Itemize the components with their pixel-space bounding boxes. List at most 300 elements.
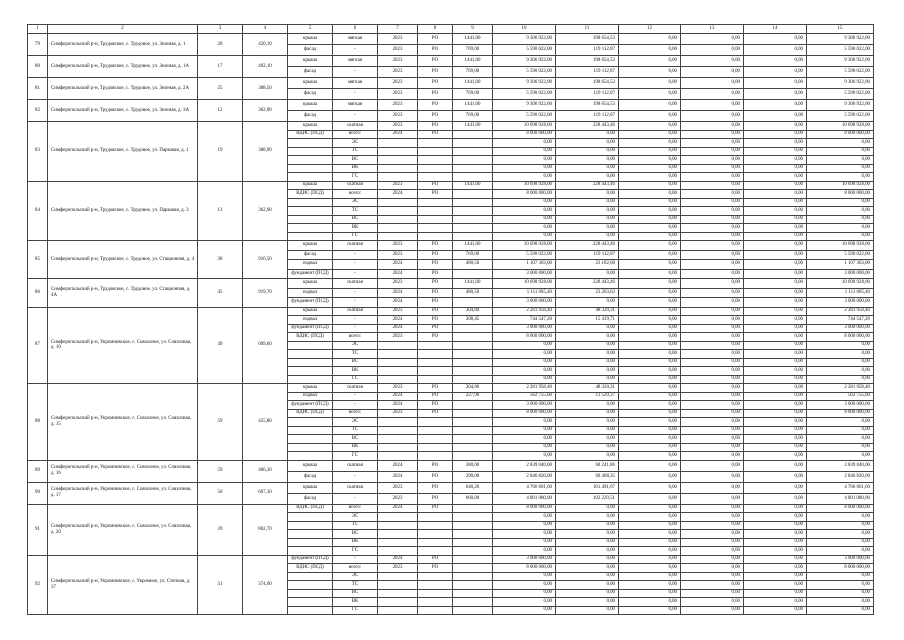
work-total: 5 590 022,00 [807, 45, 874, 56]
fund-other-3: 0,00 [744, 460, 807, 471]
fund-other-3: 0,00 [744, 538, 807, 547]
fund-other-1: 0,00 [619, 589, 681, 598]
fund-other-3: 0,00 [744, 418, 807, 427]
work-volume: 1441,00 [453, 279, 493, 289]
work-unit-cost: 0,00 [556, 350, 619, 359]
work-source [418, 375, 453, 384]
work-volume: 1441,00 [453, 181, 493, 190]
work-year [378, 367, 418, 376]
fund-other-1: 0,00 [619, 452, 681, 461]
fund-other-2: 0,00 [681, 324, 744, 333]
fund-other-2: 0,00 [681, 250, 744, 260]
work-unit-cost: 0,00 [556, 341, 619, 350]
work-cost: 0,00 [493, 538, 556, 547]
fund-other-1: 0,00 [619, 173, 681, 182]
work-volume [453, 418, 493, 427]
work-total: 0,00 [807, 521, 874, 530]
object-floors: 56 [198, 482, 243, 504]
fund-other-3: 0,00 [744, 288, 807, 298]
work-volume [453, 504, 493, 513]
work-type [288, 198, 333, 207]
work-year: 2023 [378, 89, 418, 100]
work-subtype: мягкая [333, 100, 378, 111]
work-type: ВДИС (ПСД) [288, 409, 333, 418]
table-row [28, 181, 874, 190]
fund-other-1: 0,00 [619, 341, 681, 350]
object-floors: 59 [198, 460, 243, 482]
work-year [378, 443, 418, 452]
table-row [28, 122, 874, 131]
work-subtype: скатная [333, 122, 378, 131]
work-type [288, 418, 333, 427]
work-source: РО [418, 392, 453, 401]
work-cost: 9 306 922,00 [493, 78, 556, 89]
work-year [378, 581, 418, 590]
work-year [378, 164, 418, 173]
fund-other-1: 0,00 [619, 288, 681, 298]
work-volume [453, 530, 493, 539]
work-cost: 0,00 [493, 375, 556, 384]
work-source: РО [418, 298, 453, 308]
work-volume [453, 207, 493, 216]
work-year [378, 232, 418, 241]
work-type: крыша [288, 122, 333, 131]
work-total: 0,00 [807, 139, 874, 148]
work-unit-cost: 0,00 [556, 375, 619, 384]
work-total: 5 590 022,00 [807, 250, 874, 260]
work-unit-cost: 228 443,46 [556, 279, 619, 289]
work-year: 2024 [378, 555, 418, 564]
work-year [378, 341, 418, 350]
work-volume [453, 443, 493, 452]
work-total: 8 000 000,00 [807, 504, 874, 513]
work-type [288, 367, 333, 376]
work-year: 2024 [378, 260, 418, 270]
work-total: 0,00 [807, 538, 874, 547]
work-total: 2 846 820,00 [807, 471, 874, 482]
work-subtype: ВК [333, 598, 378, 607]
fund-other-3: 0,00 [744, 606, 807, 615]
fund-other-2: 0,00 [681, 606, 744, 615]
work-total: 0,00 [807, 350, 874, 359]
object-number: 90 [28, 482, 48, 504]
work-year: 2024 [378, 190, 418, 199]
work-type: крыша [288, 460, 333, 471]
object-number: 83 [28, 122, 48, 182]
fund-other-3: 0,00 [744, 452, 807, 461]
work-cost: 0,00 [493, 164, 556, 173]
work-volume: 660,00 [453, 493, 493, 504]
column-number: 11 [556, 25, 619, 34]
work-cost: 5 590 022,00 [493, 89, 556, 100]
work-year [378, 513, 418, 522]
work-unit-cost: 0,00 [556, 572, 619, 581]
fund-other-1: 0,00 [619, 164, 681, 173]
fund-other-2: 0,00 [681, 521, 744, 530]
work-type: фундамент (ПСД) [288, 555, 333, 564]
work-unit-cost: 228 443,46 [556, 181, 619, 190]
work-volume: 769,00 [453, 111, 493, 122]
work-subtype: скатная [333, 384, 378, 393]
work-subtype: скатная [333, 307, 378, 316]
object-address: Симферопольский р-н, Трудовское, с. Трудовое, ул. Парковая, д. 3 [48, 181, 198, 241]
work-volume: 769,00 [453, 67, 493, 78]
work-type: крыша [288, 56, 333, 67]
work-year [378, 530, 418, 539]
work-cost: 0,00 [493, 581, 556, 590]
object-area: 362,90 [243, 181, 288, 241]
object-number: 81 [28, 78, 48, 100]
work-total: 0,00 [807, 215, 874, 224]
fund-other-2: 0,00 [681, 392, 744, 401]
object-area: 609,60 [243, 307, 288, 384]
work-type: фундамент (ПСД) [288, 401, 333, 410]
work-cost: 9 306 922,00 [493, 56, 556, 67]
work-source: РО [418, 279, 453, 289]
work-subtype: ВК [333, 224, 378, 233]
fund-other-3: 0,00 [744, 482, 807, 493]
work-cost: 8 000 000,00 [493, 333, 556, 342]
work-source [418, 139, 453, 148]
work-volume [453, 139, 493, 148]
work-volume [453, 513, 493, 522]
work-total: 0,00 [807, 173, 874, 182]
fund-other-1: 0,00 [619, 513, 681, 522]
fund-other-2: 0,00 [681, 269, 744, 279]
work-volume [453, 358, 493, 367]
work-total: 10 698 928,00 [807, 241, 874, 251]
work-volume: 769,00 [453, 45, 493, 56]
work-year [378, 207, 418, 216]
work-source [418, 418, 453, 427]
work-subtype: ГС [333, 173, 378, 182]
work-volume [453, 173, 493, 182]
work-subtype: ТС [333, 581, 378, 590]
work-type: фасад [288, 89, 333, 100]
work-type: крыша [288, 100, 333, 111]
fund-other-1: 0,00 [619, 100, 681, 111]
work-total: 0,00 [807, 341, 874, 350]
work-volume: 1441,00 [453, 100, 493, 111]
fund-other-2: 0,00 [681, 350, 744, 359]
work-total: 0,00 [807, 147, 874, 156]
column-number: 2 [48, 25, 198, 34]
work-source: РО [418, 307, 453, 316]
work-subtype: ТС [333, 147, 378, 156]
work-year [378, 198, 418, 207]
work-type: ВДИС (ПСД) [288, 130, 333, 139]
work-subtype: скатная [333, 241, 378, 251]
work-subtype: - [333, 493, 378, 504]
object-floors: 38 [198, 241, 243, 279]
work-total: 4 766 601,60 [807, 482, 874, 493]
work-unit-cost: 0,00 [556, 504, 619, 513]
work-total: 8 000 000,00 [807, 409, 874, 418]
work-source: РО [418, 316, 453, 325]
fund-other-1: 0,00 [619, 530, 681, 539]
work-year [378, 589, 418, 598]
work-subtype: всего: [333, 409, 378, 418]
fund-other-3: 0,00 [744, 122, 807, 131]
fund-other-2: 0,00 [681, 504, 744, 513]
fund-other-2: 0,00 [681, 288, 744, 298]
fund-other-3: 0,00 [744, 358, 807, 367]
work-type [288, 224, 333, 233]
work-cost: 0,00 [493, 198, 556, 207]
work-year: 2023 [378, 100, 418, 111]
work-cost: 2 281 958,40 [493, 307, 556, 316]
work-total: 1 111 085,40 [807, 288, 874, 298]
object-area: 388,90 [243, 122, 288, 182]
fund-other-1: 0,00 [619, 67, 681, 78]
work-year [378, 350, 418, 359]
work-year: 2023 [378, 409, 418, 418]
work-subtype: ЭС [333, 198, 378, 207]
work-subtype: - [333, 260, 378, 270]
work-subtype: ГС [333, 452, 378, 461]
fund-other-1: 0,00 [619, 581, 681, 590]
work-unit-cost: 0,00 [556, 173, 619, 182]
table-row [28, 307, 874, 316]
work-volume [453, 564, 493, 573]
work-cost: 8 000 000,00 [493, 130, 556, 139]
work-source: РО [418, 493, 453, 504]
work-year: 2023 [378, 111, 418, 122]
work-source: РО [418, 89, 453, 100]
work-subtype: - [333, 45, 378, 56]
column-number: 8 [418, 25, 453, 34]
fund-other-2: 0,00 [681, 530, 744, 539]
work-volume [453, 164, 493, 173]
work-subtype: - [333, 288, 378, 298]
work-source: РО [418, 333, 453, 342]
work-source [418, 538, 453, 547]
work-volume [453, 375, 493, 384]
fund-other-2: 0,00 [681, 333, 744, 342]
fund-other-2: 0,00 [681, 316, 744, 325]
table-row [28, 34, 874, 45]
work-year: 2024 [378, 269, 418, 279]
work-unit-cost: 0,00 [556, 198, 619, 207]
table-row [28, 100, 874, 111]
work-total: 3 000 000,00 [807, 401, 874, 410]
fund-other-1: 0,00 [619, 493, 681, 504]
work-cost: 8 000 000,00 [493, 190, 556, 199]
work-type: крыша [288, 34, 333, 45]
work-cost: 0,00 [493, 530, 556, 539]
work-volume [453, 130, 493, 139]
fund-other-2: 0,00 [681, 232, 744, 241]
work-year: 2023 [378, 307, 418, 316]
work-unit-cost: 0,00 [556, 426, 619, 435]
fund-other-2: 0,00 [681, 555, 744, 564]
work-volume [453, 215, 493, 224]
work-total: 0,00 [807, 452, 874, 461]
fund-other-3: 0,00 [744, 173, 807, 182]
work-cost: 0,00 [493, 173, 556, 182]
work-subtype: ТС [333, 521, 378, 530]
work-unit-cost: 48 320,31 [556, 384, 619, 393]
work-total: 8 000 000,00 [807, 130, 874, 139]
fund-other-3: 0,00 [744, 547, 807, 556]
fund-other-3: 0,00 [744, 67, 807, 78]
fund-other-1: 0,00 [619, 538, 681, 547]
work-total: 3 000 000,00 [807, 324, 874, 333]
fund-other-1: 0,00 [619, 606, 681, 615]
fund-other-3: 0,00 [744, 409, 807, 418]
object-area: 455,80 [243, 384, 288, 461]
work-cost: 0,00 [493, 215, 556, 224]
object-number: 80 [28, 56, 48, 78]
fund-other-3: 0,00 [744, 384, 807, 393]
work-source: РО [418, 324, 453, 333]
work-type: фасад [288, 67, 333, 78]
work-type: фундамент (ПСД) [288, 324, 333, 333]
work-volume [453, 156, 493, 165]
work-volume [453, 435, 493, 444]
work-type [288, 147, 333, 156]
fund-other-1: 0,00 [619, 471, 681, 482]
work-total: 3 000 000,00 [807, 555, 874, 564]
work-subtype: ВК [333, 538, 378, 547]
work-type [288, 358, 333, 367]
work-cost: 0,00 [493, 139, 556, 148]
object-number: 92 [28, 555, 48, 615]
work-total: 10 698 928,00 [807, 122, 874, 131]
work-unit-cost: 0,00 [556, 207, 619, 216]
work-volume: 640,20 [453, 482, 493, 493]
work-year [378, 418, 418, 427]
work-subtype: ГС [333, 606, 378, 615]
work-source [418, 435, 453, 444]
work-source [418, 350, 453, 359]
work-total: 0,00 [807, 358, 874, 367]
work-unit-cost: 0,00 [556, 547, 619, 556]
work-unit-cost: 0,00 [556, 130, 619, 139]
fund-other-2: 0,00 [681, 482, 744, 493]
work-volume [453, 598, 493, 607]
column-number: 14 [744, 25, 807, 34]
work-total: 0,00 [807, 375, 874, 384]
fund-other-3: 0,00 [744, 324, 807, 333]
fund-other-3: 0,00 [744, 426, 807, 435]
work-unit-cost: 0,00 [556, 435, 619, 444]
work-year [378, 147, 418, 156]
work-unit-cost: 228 443,46 [556, 241, 619, 251]
fund-other-1: 0,00 [619, 384, 681, 393]
work-unit-cost: 0,00 [556, 581, 619, 590]
fund-other-1: 0,00 [619, 279, 681, 289]
work-type: фасад [288, 471, 333, 482]
work-cost: 0,00 [493, 572, 556, 581]
work-year: 2024 [378, 460, 418, 471]
work-source [418, 164, 453, 173]
work-volume [453, 333, 493, 342]
fund-other-2: 0,00 [681, 452, 744, 461]
work-volume [453, 452, 493, 461]
work-total: 0,00 [807, 530, 874, 539]
fund-other-3: 0,00 [744, 471, 807, 482]
work-type: крыша [288, 384, 333, 393]
work-cost: 3 000 000,00 [493, 298, 556, 308]
fund-other-2: 0,00 [681, 547, 744, 556]
work-year: 2024 [378, 471, 418, 482]
work-unit-cost: 60 241,86 [556, 460, 619, 471]
work-type [288, 606, 333, 615]
work-type [288, 156, 333, 165]
work-type: крыша [288, 241, 333, 251]
work-total: 5 590 022,00 [807, 89, 874, 100]
work-year: 2023 [378, 333, 418, 342]
object-address: Симферопольский р-н, Укромновское, с. Совхозное, ул. Совхозная, д. 16 [48, 460, 198, 482]
work-volume: 480,50 [453, 260, 493, 270]
work-volume [453, 341, 493, 350]
fund-other-2: 0,00 [681, 224, 744, 233]
work-cost: 0,00 [493, 358, 556, 367]
work-cost: 0,00 [493, 207, 556, 216]
work-unit-cost: 0,00 [556, 589, 619, 598]
work-unit-cost: 0,00 [556, 418, 619, 427]
work-year: 2024 [378, 504, 418, 513]
work-type: фундамент (ПСД) [288, 298, 333, 308]
work-type: крыша [288, 78, 333, 89]
fund-other-3: 0,00 [744, 250, 807, 260]
work-source: РО [418, 111, 453, 122]
work-cost: 0,00 [493, 513, 556, 522]
work-unit-cost: 15 419,71 [556, 316, 619, 325]
work-volume [453, 426, 493, 435]
work-year [378, 572, 418, 581]
fund-other-2: 0,00 [681, 358, 744, 367]
work-source [418, 367, 453, 376]
work-type: подвал [288, 392, 333, 401]
work-year: 2024 [378, 130, 418, 139]
fund-other-1: 0,00 [619, 443, 681, 452]
work-unit-cost: 0,00 [556, 333, 619, 342]
table-row [28, 504, 874, 513]
work-volume: 1441,00 [453, 56, 493, 67]
column-number: 5 [288, 25, 333, 34]
object-number: 82 [28, 100, 48, 122]
fund-other-1: 0,00 [619, 418, 681, 427]
fund-other-1: 0,00 [619, 555, 681, 564]
work-type [288, 589, 333, 598]
fund-other-3: 0,00 [744, 598, 807, 607]
fund-other-2: 0,00 [681, 78, 744, 89]
work-source: РО [418, 482, 453, 493]
work-source: РО [418, 460, 453, 471]
fund-other-1: 0,00 [619, 482, 681, 493]
work-total: 562 755,60 [807, 392, 874, 401]
work-cost: 3 000 000,00 [493, 401, 556, 410]
work-source [418, 443, 453, 452]
work-subtype: мягкая [333, 78, 378, 89]
work-total: 3 000 000,00 [807, 269, 874, 279]
fund-other-3: 0,00 [744, 111, 807, 122]
work-source [418, 547, 453, 556]
work-year [378, 452, 418, 461]
work-volume: 1441,00 [453, 34, 493, 45]
work-subtype: ЭС [333, 572, 378, 581]
work-source: РО [418, 181, 453, 190]
fund-other-1: 0,00 [619, 504, 681, 513]
work-total: 2 839 040,00 [807, 460, 874, 471]
work-subtype: ВС [333, 215, 378, 224]
work-unit-cost: 198 654,53 [556, 78, 619, 89]
work-cost: 1 111 085,40 [493, 288, 556, 298]
fund-other-2: 0,00 [681, 67, 744, 78]
object-address: Симферопольский р-н, Трудовское, с. Трудовое, ул. Зеленая, д. 1А [48, 56, 198, 78]
